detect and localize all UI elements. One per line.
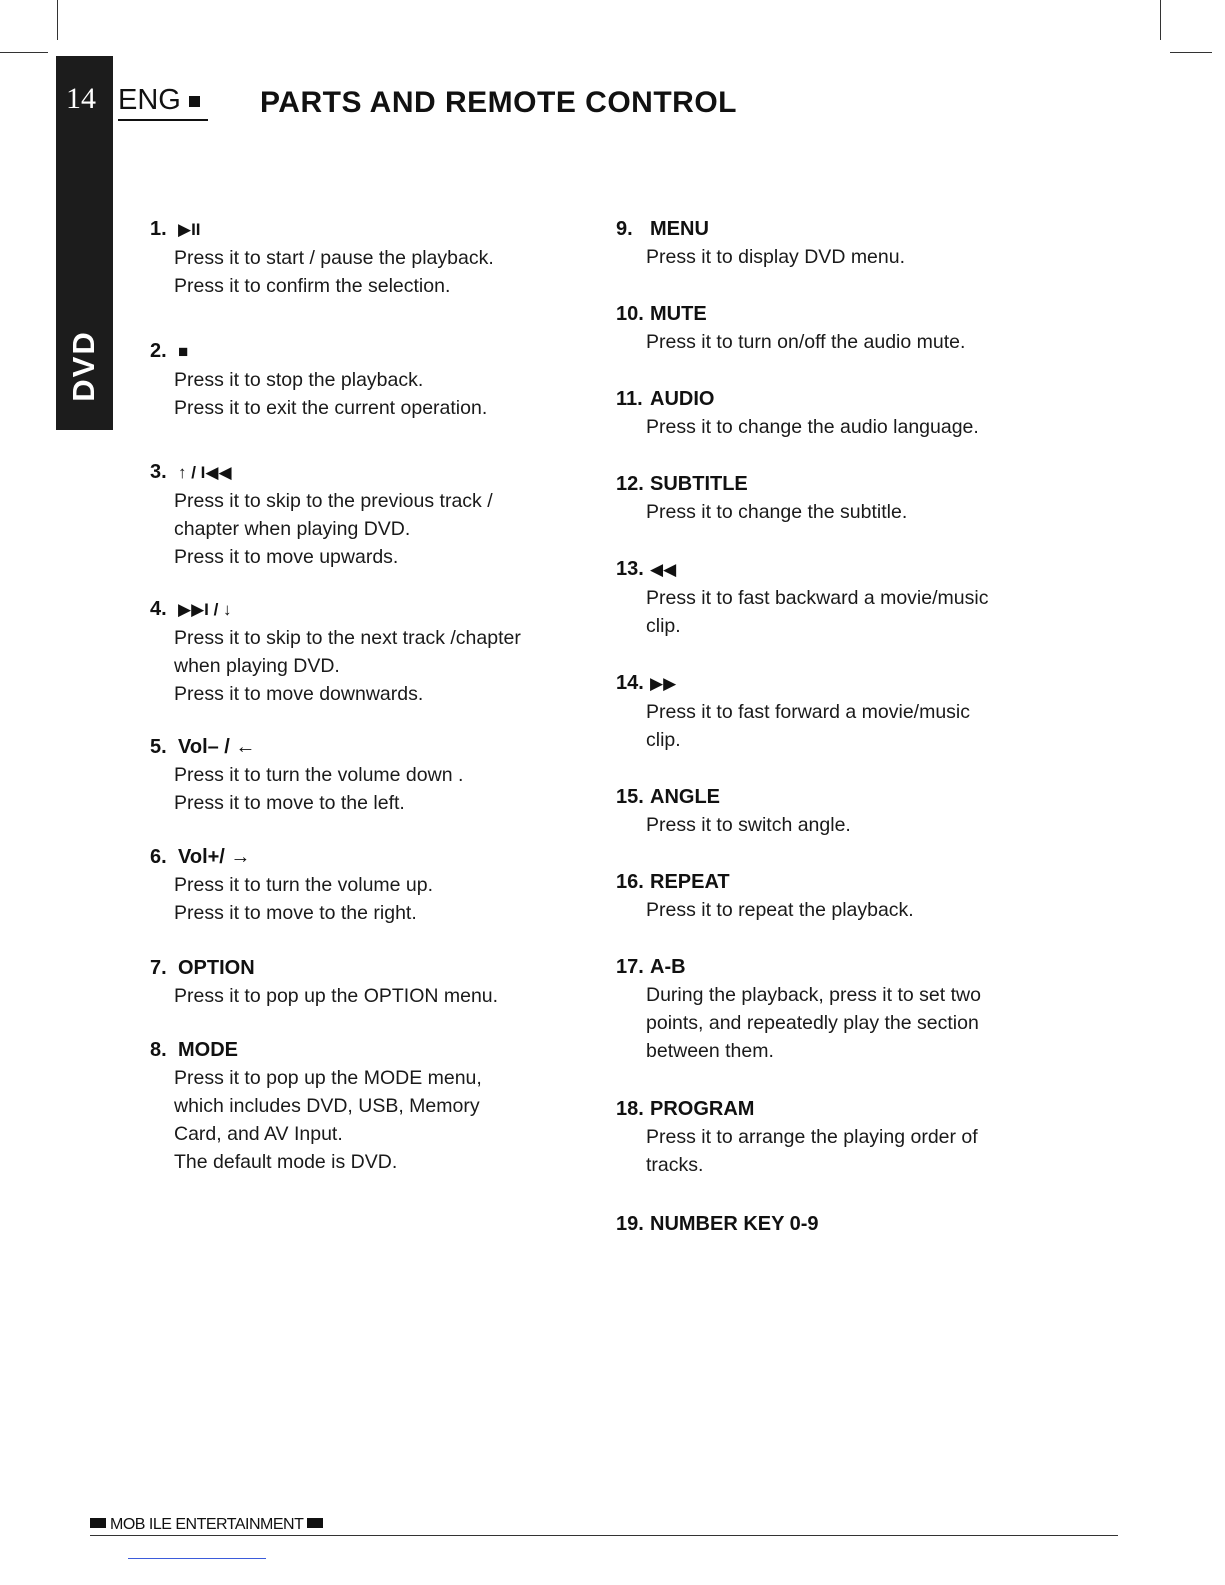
item-description-line: The default mode is DVD.: [174, 1151, 398, 1173]
item-heading: [150, 733, 580, 761]
item-description-line: Press it to pop up the OPTION menu.: [174, 985, 499, 1007]
item-description-line: Press it to confirm the selection.: [174, 275, 451, 297]
item-heading: [616, 385, 1066, 413]
item-description-line: Press it to repeat the playback.: [646, 899, 914, 921]
item-label: AUDIO: [650, 388, 715, 410]
item-description-line: Press it to change the subtitle.: [646, 501, 908, 523]
item-heading: [616, 953, 1066, 981]
item-heading: [616, 1210, 1066, 1238]
section-side-label: DVD: [66, 330, 101, 402]
list-item: [150, 1036, 580, 1176]
item-description-line: tracks.: [646, 1154, 704, 1176]
item-label: Vol+/ →: [178, 846, 251, 868]
item-number: 4.: [150, 598, 167, 620]
item-number: 3.: [150, 461, 167, 483]
crop-mark: [57, 0, 58, 40]
item-number: 19.: [616, 1213, 644, 1235]
item-number: 16.: [616, 871, 644, 893]
item-description-line: Press it to move upwards.: [174, 546, 399, 568]
item-description-line: Press it to pop up the MODE menu,: [174, 1067, 482, 1089]
item-number: 7.: [150, 957, 167, 979]
item-description-line: Press it to stop the playback.: [174, 369, 424, 391]
item-number: 17.: [616, 956, 644, 978]
crop-mark: [0, 52, 48, 53]
item-description-line: which includes DVD, USB, Memory: [174, 1095, 480, 1117]
item-label: Vol– / ←: [178, 736, 256, 758]
bottom-link-underline: [128, 1558, 266, 1559]
item-number: 13.: [616, 558, 644, 580]
item-number: 18.: [616, 1098, 644, 1120]
item-heading: [150, 337, 580, 366]
item-number: 10.: [616, 303, 644, 325]
list-item: [616, 470, 1066, 526]
item-number: 12.: [616, 473, 644, 495]
item-label: MUTE: [650, 303, 707, 325]
item-label: OPTION: [178, 957, 255, 979]
footer-text: MOB ILE ENTERTAINMENT: [110, 1516, 304, 1533]
stop-icon: ■: [178, 342, 189, 361]
item-description-line: Press it to fast backward a movie/music: [646, 587, 989, 609]
item-number: 9.: [616, 218, 633, 240]
item-description-line: clip.: [646, 615, 681, 637]
item-number: 8.: [150, 1039, 167, 1061]
footer-bar-icon: [307, 1518, 323, 1528]
list-item: [616, 385, 1066, 441]
item-number: 11.: [616, 388, 643, 410]
item-label: ANGLE: [650, 786, 720, 808]
item-heading: [616, 868, 1066, 896]
language-text: ENG: [118, 84, 181, 116]
item-heading: [150, 458, 580, 487]
item-description-line: Press it to exit the current operation.: [174, 397, 488, 419]
item-description-line: Press it to display DVD menu.: [646, 246, 906, 268]
item-description-line: Press it to change the audio language.: [646, 416, 979, 438]
item-heading: [616, 1095, 1066, 1123]
item-number: 14.: [616, 672, 644, 694]
item-label: MODE: [178, 1039, 238, 1061]
item-heading: [616, 783, 1066, 811]
item-description-line: Press it to skip to the previous track /: [174, 490, 493, 512]
list-item: [616, 555, 1066, 640]
item-heading: [616, 470, 1066, 498]
item-number: 15.: [616, 786, 644, 808]
list-item: [616, 868, 1066, 924]
page-title: PARTS AND REMOTE CONTROL: [260, 86, 737, 119]
item-description-line: chapter when playing DVD.: [174, 518, 411, 540]
fast-forward-icon: ▶▶: [650, 674, 677, 693]
item-description-line: Press it to fast forward a movie/music: [646, 701, 971, 723]
page-number: 14: [66, 82, 96, 115]
item-number: 6.: [150, 846, 167, 868]
list-item: [616, 953, 1066, 1065]
item-description-line: Press it to turn the volume up.: [174, 874, 434, 896]
list-item: [616, 783, 1066, 839]
item-label: NUMBER KEY 0-9: [650, 1213, 819, 1235]
list-item: [616, 300, 1066, 356]
play-pause-icon: ▶II: [178, 220, 201, 239]
item-heading: [616, 555, 1066, 584]
list-item: [150, 733, 580, 817]
list-item: [616, 669, 1066, 754]
item-description-line: Press it to move to the left.: [174, 792, 405, 814]
list-item: [150, 458, 580, 571]
list-item: [150, 337, 580, 422]
item-description-line: when playing DVD.: [174, 655, 340, 677]
item-description-line: Press it to skip to the next track /chapter: [174, 627, 521, 649]
fast-backward-icon: ◀◀: [650, 560, 677, 579]
up-previous-icon: ↑ / I◀◀: [178, 463, 232, 482]
footer: [90, 1517, 323, 1533]
list-item: [616, 1095, 1066, 1179]
item-heading: [150, 215, 580, 244]
item-heading: [616, 215, 1066, 243]
list-item: [150, 954, 580, 1010]
item-description-line: Press it to arrange the playing order of: [646, 1126, 978, 1148]
list-item: [616, 215, 1066, 271]
item-label: REPEAT: [650, 871, 730, 893]
item-heading: [150, 843, 580, 871]
item-number: 2.: [150, 340, 167, 362]
item-heading: [616, 669, 1066, 698]
language-label: [118, 86, 208, 121]
item-description-line: Press it to move to the right.: [174, 902, 417, 924]
item-heading: [150, 954, 580, 982]
square-bullet-icon: [189, 96, 200, 107]
footer-rule: [90, 1535, 1118, 1536]
footer-bar-icon: [90, 1518, 106, 1528]
crop-mark: [1160, 0, 1161, 40]
crop-mark: [1170, 52, 1212, 53]
item-description-line: Card, and AV Input.: [174, 1123, 343, 1145]
next-down-icon: ▶▶I / ↓: [178, 600, 232, 619]
item-label: PROGRAM: [650, 1098, 755, 1120]
item-heading: [150, 1036, 580, 1064]
list-item: [150, 843, 580, 927]
item-label: A-B: [650, 956, 686, 978]
item-description-line: Press it to turn the volume down .: [174, 764, 464, 786]
list-item: [150, 595, 580, 708]
list-item: [150, 215, 580, 300]
item-heading: [616, 300, 1066, 328]
item-description-line: Press it to turn on/off the audio mute.: [646, 331, 966, 353]
item-heading: [150, 595, 580, 624]
item-description-line: Press it to start / pause the playback.: [174, 247, 494, 269]
list-item: [616, 1210, 1066, 1238]
item-number: 1.: [150, 218, 167, 240]
item-description-line: between them.: [646, 1040, 774, 1062]
item-label: SUBTITLE: [650, 473, 748, 495]
item-description-line: Press it to move downwards.: [174, 683, 424, 705]
item-description-line: During the playback, press it to set two: [646, 984, 981, 1006]
item-description-line: points, and repeatedly play the section: [646, 1012, 979, 1034]
item-description-line: Press it to switch angle.: [646, 814, 851, 836]
item-description-line: clip.: [646, 729, 681, 751]
item-label: MENU: [650, 218, 709, 240]
item-number: 5.: [150, 736, 167, 758]
